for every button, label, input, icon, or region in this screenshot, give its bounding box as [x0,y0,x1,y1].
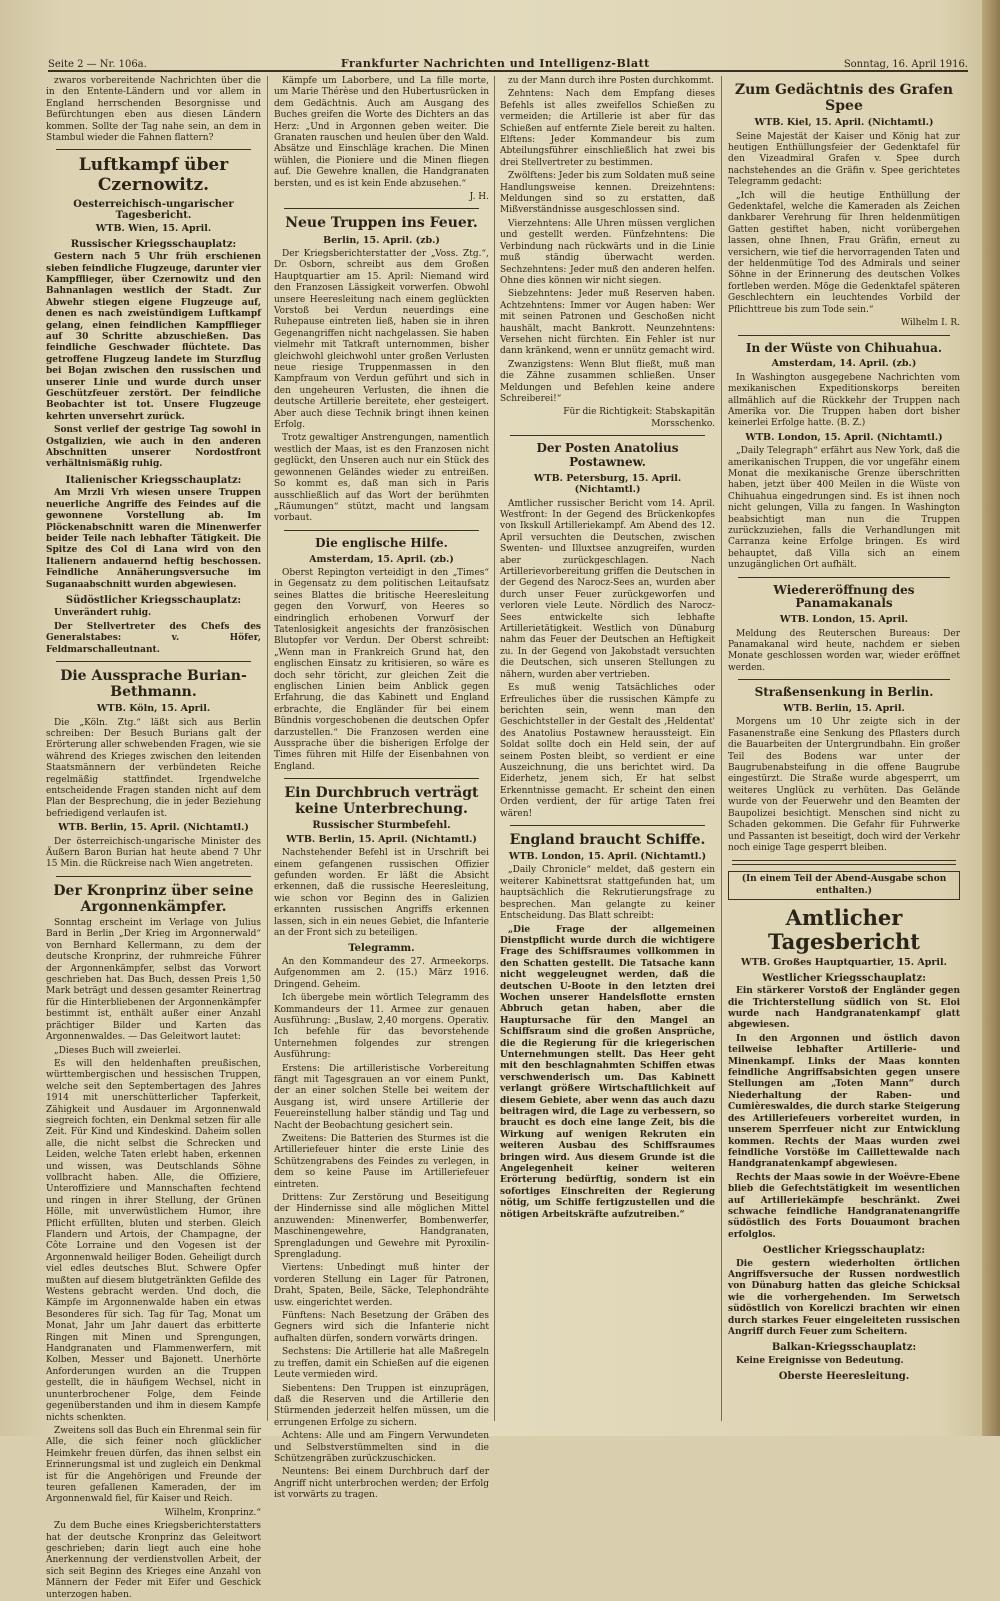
subheadline: Oesterreichisch-ungarischer Tagesbericht. [73,198,234,221]
paragraph: Zweitens: Die Batterien des Sturmes ist die Artilleriefeuer hinter die erste Linie des Schützengrabens des Feindes zu verlegen, in dem so keine Pause im Artilleriefeuer eintreten. [274,1133,489,1190]
signature: Wilhelm I. R. [900,318,960,329]
paragraph: An den Kommandeur des 27. Armeekorps. Aufgenommen am 2. (15.) März 1916. Dringend. Geheim. [274,956,489,990]
section-heading: Südöstlicher Kriegsschauplatz: [65,594,242,606]
paragraph: Zweitens soll das Buch ein Ehrenmal sein für Alle, die sich feiner noch glücklicher Heimkehr freuen dürfen, das ihnen selbst ein Erinnerungsmal ist und zugleich ein Denkmal ist für die Angehörigen und Freunde der teuren gefallenen Kameraden, der im Argonnenwald fiel, für Kaiser und Reich. [46,1425,261,1505]
headline: Der Kronprinz über seine Argonnenkämpfer. [53,882,254,915]
signature: Der Stellvertreter des Chefs des Generalstabes: v. Höfer, Feldmarschalleutnant. [46,621,261,655]
paragraph: Morgens um 10 Uhr zeigte sich in der Fasanenstraße eine Senkung des Pflasters durch die Bauarbeiten der Untergrundbahn. Ein großer Teil des Bodens war unter der Baugrubenabsteifung in die offene Baugrube eingestürzt. Die Straße wurde abgesperrt, um weiteres Unglück zu verhüten. Das Gelände wurde von der Feuerwehr und den Beamten der Baupolizei besichtigt. Menschen sind nicht zu Schaden gekommen. Die Gefahr für Fuhrwerke und Passanten ist beseitigt, doch wird der Verkehr noch einige Tage gesperrt bleiben. [728,717,960,853]
divider [284,208,479,209]
paragraph: Gestern nach 5 Uhr früh erschienen sieben feindliche Flugzeuge, darunter vier Kampfflieger, über Czernowitz und den Bahnanlagen westlich der Stadt. Zur Abwehr stiegen eigene Flugzeuge auf, denen es nach zweistündigem Luftkampf gelang, einen feindlichen Kampfflieger auf 30 Schritte abzuschießen. Das feindliche Geschwader flüchtete. Das getroffene Flugzeug landete im Sturzflug bei Bojan zwischen den russischen und unserer Linie und wurde durch unser Geschützfeuer zerstört. Der feindliche Beobachter ist tot. Unsere Flugzeuge kehrten unversehrt zurück. [46,252,261,422]
paragraph: Ich übergebe mein wörtlich Telegramm des Kommandeurs der 11. Armee zur genauen Ausführung: „Buslaw, 2,40 morgens. Operativ. Ich befehle für das bevorstehende Unternehmen folgendes zur strengen Ausführung: [274,993,489,1061]
paragraph: Drittens: Zur Zerstörung und Beseitigung der Hindernisse sind alle möglichen Mittel anzuwenden: Minenwerfer, Bombenwerfer, Maschinengewehre, Handgranaten, Sprengladungen und Gewehre mit Pyroxilin-Sprengladung. [274,1193,489,1261]
dateline: WTB. London, 15. April. (Nichtamtl.) [745,431,943,443]
dateline: WTB. Großes Hauptquartier, 15. April. [741,957,947,969]
paragraph: Fünftens: Nach Besetzung der Gräben des Gegners wird sich die Infanterie nicht aufhalten dürfen, sondern vorwärts dringen. [274,1311,489,1344]
paragraph: „Ich will die heutige Enthüllung der Gedenktafel, welche die Kameraden als Zeichen dankbarer Verehrung für Ihren heldenmütigen Gatten gestiftet haben, nicht vorübergehen lassen, ohne Ihnen, Frau Gräfin, erneut zu versichern, wie tief die hervorragenden Taten und der heldenmütige Tod des Admirals und seiner Söhne in der Erinnerung des deutschen Volkes fortleben werden. Möge die Gedenktafel späteren Geschlechtern ein leuchtendes Vorbild der Pflichttreue bis zum Tode sein.“ [728,190,960,315]
headline: Der Posten Anatolius Postawnew. [536,441,679,469]
paragraph: Es muß wenig Tatsächliches oder Erfreuliches über die russischen Kämpfe zu berichten sein, wenn man den Geschichtsteller in der Gestalt des ,Heldentat' des Anatolius Postawnew heraussteigt. Ein Soldat sollte doch ein Held sein, der auf seinem Posten bleibt, so verdient er eine Auszeichnung, die uns berichtet wird. Da Eiderhetz, jenem sich, Er hat selbst Erkenntnisse gemacht. Er scheint den einen Orden verdient, der für artige Taten frei wären! [500,683,715,819]
headline: Luftkampf über Czernowitz. [78,155,229,195]
divider [510,435,705,436]
paragraph: Die gestern wiederholten örtlichen Angriffsversuche der Russen nordwestlich von Dünaburg hatten das gleiche Schicksal wie die vorhergehenden. Im Serwetsch südöstlich von Koreliczi brachten wir einen durch starkes Feuer eingeleiteten russischen Angriff durch Feuer zum Scheitern. [728,1258,960,1337]
signature: Wilhelm, Kronprinz.“ [164,1507,261,1518]
paragraph: Rechts der Maas sowie in der Woëvre-Ebene blieb die Gefechtstätigkeit im wesentlichen auf Artilleriekämpfe beschränkt. Zwei schwache feindliche Handgranatenangriffe südöstlich des Forts Douaumont brachen erfolglos. [728,1172,960,1240]
paragraph: Der Kriegsberichterstatter der „Voss. Ztg.“, Dr. Osborn, schreibt aus dem Großen Hauptquartier am 15. April: Niemand wird den Franzosen Lässigkeit vorwerfen. Obwohl unsere Heeresleitung nach einem geglückten Vorstoß bei Verdun neuerdings eine Ruhepause eintreten ließ, haben sie in ihren Gegenangriffen nicht nachgelassen. Sie haben vielmehr mit Tatkraft unternommen, bisher gleichwohl gleichwohl unter großen Verlusten neue riesige Truppenmassen in den Kampfraum von Verdun geführt und sich in den ungeheuren Verlusten, die ihnen die deutsche Artillerie bereitete, eher gesteigert. Aber auch diese Technik bringt ihnen keinen Erfolg. [274,248,489,431]
dateline: Amsterdam, 15. April. (zb.) [309,553,454,565]
divider [284,530,479,531]
paragraph: Seine Majestät der Kaiser und König hat zur heutigen Enthüllungsfeier der Gedenktafel für den Vizeadmiral Grafen v. Spee durch nachstehendes an die Gräfin v. Spee gerichtetes Telegramm gedacht: [728,131,960,188]
paragraph: Unverändert ruhig. [54,608,152,619]
paragraph: Viertens: Unbedingt muß hinter der vorderen Stellung ein Lager für Patronen, Draht, Spaten, Beile, Säcke, Telephondrähte usw. eingerichtet werden. [274,1263,489,1308]
masthead-title: Frankfurter Nachrichten und Intelligenz-Blatt [340,57,650,70]
paragraph: zwaros vorbereitende Nachrichten über die in den Entente-Ländern und vor allem in England herrschenden Besorgnisse und Befürchtungen eben aus diesen Ländern kommen. Sollte der Tag nahe sein, an dem in Stambul wieder die Fahnen flattern? [46,76,261,144]
double-divider [732,860,956,865]
dateline: WTB. Wien, 15. April. [95,223,212,235]
paragraph: Zwölftens: Jeder bis zum Soldaten muß seine Handlungsweise kennen. Dreizehntens: Meldungen sind so zu erstatten, daß Mißverständnisse ausgeschlossen sind. [500,171,715,216]
dateline: WTB. Petersburg, 15. April. (Nichtamtl.) [533,472,682,496]
headline: Amtlicher Tagesbericht [768,905,920,955]
column-2 [274,76,489,1501]
headline: In der Wüste von Chihuahua. [745,340,943,355]
divider [738,679,950,680]
page-edge [982,0,1000,1436]
column-3 [500,76,715,1426]
paragraph: Am Mrzli Vrh wiesen unsere Truppen neuerliche Angriffe des Feindes auf die gewonnene Vorstellung ab. Im Plöckenabschnitt waren die Minenwerfer beider Teile nach lebhafter Tätigkeit. Die Spitze des Col di Lana wird von den Italienern andauernd heftig beschossen. Feindliche Annäherungsversuche im Suganaabschnitt wurden abgewiesen. [46,488,261,590]
paragraph: Zu dem Buche eines Kriegsberichterstatters hat der deutsche Kronprinz das Geleitwort geschrieben; darin liegt auch eine hohe Anerkennung der verdienstvollen Arbeit, der sich seit Beginn des Krieges eine Anzahl von Männern der Feder mit Eifer und Geschick unterzogen haben. [46,1521,261,1600]
headline: Wiedereröffnung des Panamakanals [773,582,915,611]
headline: Neue Truppen ins Feuer. [285,215,478,232]
paragraph: Trotz gewaltiger Anstrengungen, namentlich westlich der Maas, ist es den Franzosen nicht geglückt, den Unseren auch nur ein Stück des gewonnenen Geländes wieder zu entreißen. So kommt es, daß man sich in Paris ausschließlich auf das Wort der berühmten „Räumungen“ stützt, macht und langsam vorbaut. [274,433,489,524]
masthead [48,52,968,72]
dateline: WTB. Berlin, 15. April. [783,703,905,715]
section-heading: Oestlicher Kriegsschauplatz: [762,1245,926,1257]
paragraph: Kämpfe um Laborbere, und La fille morte, um Marie Thérèse und den Hubertusrücken in dem Gedächtnis. Auch am Ausgang des Buches greifen die Worte des Dichters an das Herz: „Und in Argonnen geben weiter. Die Granaten rauschen und heulen über den Wald. Absätze und Einschläge krachen. Die Minen wühlen, die Pioniere und die Minen fliegen auf. Die Gewehre knallen, die Handgranaten bersten, und es ist kein Ende abzusehen.“ [274,76,489,189]
section-heading: Russischer Kriegsschauplatz: [70,238,237,250]
signature: J. H. [469,192,489,203]
headline: Die englische Hilfe. [315,535,448,550]
paragraph: Sechstens: Die Artillerie hat alle Maßregeln zu treffen, damit ein Schießen auf die eigenen Leute vermieden wird. [274,1347,489,1381]
paragraph: Ein stärkerer Vorstoß der Engländer gegen die Trichterstellung südlich von St. Eloi wurde nach Handgranatenkampf glatt abgewiesen. [728,986,960,1031]
paragraph: Erstens: Die artilleristische Vorbereitung fängt mit Tagesgrauen an vor einem Punkt, der an einer solchen Stelle bei weitem der Ausgang ist, wird unsere Artillerie der Feuereinstellung halber ständig und Tag und Nacht der Beobachtung gesichert sein. [274,1063,489,1131]
subheadline: Russischer Sturmbefehl. [312,820,451,832]
divider [510,825,705,826]
headline: Zum Gedächtnis des Grafen Spee [734,82,954,115]
paragraph: Keine Ereignisse von Bedeutung. [736,1355,904,1366]
dateline: WTB. Kiel, 15. April. (Nichtamtl.) [754,117,934,129]
section-heading: Westlicher Kriegsschauplatz: [762,972,926,984]
paragraph: „Daily Chronicle“ meldet, daß gestern ein weiterer Kabinettsrat stattgefunden hat, um hauptsächlich die Rekrutierungsfrage zu besprechen. Man gelangte zu keiner Entscheidung. Das Blatt schreibt: [500,865,715,922]
divider [56,876,251,877]
paragraph: Achtens: Alle und am Fingern Verwundeten und Selbstverstümmelten sind in die Schützengräben zurückzuschicken. [274,1431,489,1464]
headline: Die Aussprache Burian-Bethmann. [60,667,247,701]
paragraph: Es will den heldenhaften preußischen, württembergischen und hessischen Truppen, welche seit den Septembertagen des Jahres 1914 mit unerschütterlicher Tapferkeit, Zähigkeit und Ausdauer im Argonnenwald siegreich fochten, ein Denkmal setzen für alle Zeit. Für Kind und Kindeskind. Daheim sollen alle, die nicht selbst die Schrecken und Leiden, welche Taten erlebt haben, erkennen und wissen, was Deutschlands Söhne vollbracht haben. Alle, die Offiziere, Unteroffiziere und Mannschaften fechtend und ringen in ihrer Stellung, der Grünen Hölle, mit unverwüstlichem Humor, ihre Pflicht erfüllten, bluten und sterben. Gleich Flandern und Artois, der Champagne, der Côte Lorraine und den Vogesen ist der Argonnenwald heiliger Boden. Geheiligt durch viel edles deutsches Blut. Schwere Opfer mußten auf diesem blutgetränkten Gefilde des Westens gebracht werden. Und doch, die Kämpfe im Argonnenwalde haben ein etwas Besonderes für sich. Tag für Tag, Monat um Monat, Jahr um Jahr dauert das erbitterte Ringen mit Minen und Sprengungen, Handgranaten und Flammenwerfern, mit Kolben, Messer und Bajonett. Unerhörte Anforderungen wurden an die Truppen gestellt, die in häufigem Wechsel, nicht in ununterbrochener Folge, dem Feinde gegenüberstanden und ihm in diesem Kampfe nichts schenkten. [46,1058,261,1423]
paragraph: „Die Frage der allgemeinen Dienstpflicht wurde durch die wichtigere Frage des Schiffsraumes vollkommen in den Schatten gestellt. Die Tatsache kann nicht weggeleugnet werden, daß die deutschen U-Boote in den letzten drei Wochen unserer Handelsflotte ernsten Abbruch getan haben, aber die Hauptursache für den Mangel an Schiffsraum sind die großen Ansprüche, die die Regierung für die kriegerischen Unternehmungen stellt. Das Heer geht mit den beschlagnahmten Schiffen etwas verschwenderisch um. Das Kabinett verlangt größere Wirtschaftlichkeit auf diesem Gebiete, aber wenn das auch dazu beitragen wird, die Lage zu verbessern, so braucht es doch eine lange Zeit, bis die Wirkung auf wenigen Rekruten ein weiteren Ausbau des Schiffsraumes bringen wird. Aus diesem Grunde ist die Angelegenheit keiner weiteren Erörterung bedürftig, sondern ist ein sofortiges Einschreiten der Regierung nötig, um Schiffe fertigzustellen und die nötigen Arbeitskräfte aufzutreiben.“ [500,924,715,1220]
divider [284,778,479,779]
paragraph: „Daily Telegraph“ erfährt aus New York, daß die amerikanischen Truppen, die vor ungefähr einem Monat die mexikanische Grenze überschritten haben, jetzt über 400 Meilen in die Wüste von Chihuahua eingedrungen sind. Es ist ihnen noch nicht gelungen, Villa zu fangen. In Washington beabsichtigt man nun die Truppen zurückzuziehen, falls die Verhandlungen mit Carranza keine Erfolge bringen. Es wird behauptet, daß Villa sich an einem unzugänglichen Ort aufhält. [728,446,960,571]
divider [56,661,251,662]
paragraph: In Washington ausgegebene Nachrichten vom mexikanischen Expeditionskorps bereiten allmählich auf die Rückkehr der Truppen nach Amerika vor. Die Truppen haben dort bisher keinerlei Erfolge hatte. (B. Z.) [728,372,960,429]
paragraph: Neuntens: Bei einem Durchbruch darf der Angriff nicht unterbrochen werden; der Erfolg ist vorwärts zu tragen. [274,1467,489,1501]
paragraph: Sonst verlief der gestrige Tag sowohl in Ostgalizien, wie auch in den anderen Abschnitten unserer Nordostfront verhältnismäßig ruhig. [46,425,261,470]
paragraph: Oberst Repington verteidigt in den „Times“ in Gegensatz zu dem politischen Leitaufsatz seines Blattes die britische Heeresleitung gegen den Vorwurf, von Heeres so eindringlich erhobenen Vorwurf der Tatenlosigkeit angesichts der französischen Blutopfer vor Verdun. Der Oberst schreibt: „Wenn man in Frankreich Grund hat, den englischen Einsatz zu kritisieren, so wäre es doch sehr töricht, zur gleichen Zeit die englischen Linien beim Anblick gegen Erfahrung, die das Kabinett und England erbrachte, die Engländer für bei einem Bündnis vorgeschobenen die deutschen Opfer darzustellen.“ Die Franzosen werden eine Aussprache über die bisherigen Erfolge der Times führen mit Hilfe der Eisenbahnen von England. [274,567,489,772]
column-1 [46,76,261,1600]
dateline: WTB. Berlin, 15. April. (Nichtamtl.) [58,822,249,834]
paragraph: Siebzehntens: Jeder muß Reserven haben. Achtzehntens: Immer vor Augen haben: Wer mit seinen Patronen und Geschoßen nicht haushält, macht Bankrott. Neunzehntens: Versehen nicht fürchten. Ein Fehler ist nur dann kränkend, wenn er unnütz gemacht wird. [500,289,715,357]
paragraph: Siebentens: Den Truppen ist einzuprägen, daß die Reserven und die Artillerie den Stürmenden jederzeit helfen müssen, um die errungenen Erfolge zu sichern. [274,1383,489,1428]
paragraph: Vierzehntens: Alle Uhren müssen verglichen und gestellt werden. Fünfzehntens: Die Verbindung nach rückwärts und in die Linie muß ständig überwacht werden. Sechzehntens: Jeder muß den anderen helfen. Ohne dies können wir nicht siegen. [500,218,715,286]
signature: Oberste Heeresleitung. [778,1371,910,1383]
column-rule [267,76,268,1421]
paragraph: zu der Mann durch ihre Posten durchkommt. [508,76,714,86]
section-heading: Italienischer Kriegsschauplatz: [65,474,242,486]
dateline: Amsterdam, 14. April. (zb.) [771,358,917,370]
paragraph: Der österreichisch-ungarische Minister des Äußern Baron Burian hat heute abend 7 Uhr 15 Min. die Rückreise nach Wien angetreten. [46,836,261,870]
headline: England braucht Schiffe. [509,831,706,848]
column-rule [494,76,495,1421]
divider [56,149,251,150]
dateline: WTB. London, 15. April. [779,614,909,626]
divider [738,577,950,578]
paragraph: Sonntag erscheint im Verlage von Julius Bard in Berlin „Der Krieg im Argonnerwald“ von Bernhard Kellermann, zu dem der deutsche Kronprinz, der ruhmreiche Führer der Argonnenkämpfer, selbst das Vorwort geschrieben hat. Das Buch, dessen Preis 1,50 Mark beträgt und dessen gesamter Reinertrag für die Hinterbliebenen der Argonnenkämpfer bestimmt ist, enthält außer einer Anzahl prächtiger Bilder und Karten das Argonnenwaldes. — Das Geleitwort lautet: [46,918,261,1043]
paragraph: Nachstehender Befehl ist in Urschrift bei einem gefangenen russischen Offizier gefunden worden. Er läßt die Absicht erkennen, daß die russische Heeresleitung, wie schon vor Beginn des in Galizien erkannten russischen Angriffs erkennen lassen, sich in ein neues Gebiet, die Infanterie an der Front sich zu beteiligen. [274,848,489,939]
signature: Für die Richtigkeit: Stabskapitän Morsschenko. [563,407,715,429]
divider [738,335,950,336]
paragraph: Meldung des Reuterschen Bureaus: Der Panamakanal wird heute, nachdem er sieben Monate geschlossen worden war, wieder eröffnet werden. [728,628,960,673]
paragraph: Zehntens: Nach dem Empfang dieses Befehls ist alles zweifellos Schießen zu vermeiden; die Artillerie ist aber für das Schießen auf entfernte Ziele bereit zu halten. Elftens: Jeder Kommandeur bis zum Abteilungsführer einschließlich hat zwei bis drei Stellvertreter zu bestimmen. [500,89,715,168]
masthead-date: Sonntag, 16. April 1916. [843,59,968,70]
paragraph: In den Argonnen und östlich davon teilweise lebhafter Artillerie- und Minenkampf. Links der Maas konnten feindliche Angriffsabsichten gegen unsere Stellungen am „Toten Mann“ durch Niederhaltung der Raben- und Cumièreswaldes, die durch starke Steigerung des Artilleriefeuers vorbereitet wurden, in unserem Sperrfeuer nicht zur Entwicklung kommen. Rechts der Maas wurden zwei feindliche Vorstöße im Caillettewalde nach Handgranatenkampf abgewiesen. [728,1033,960,1170]
masthead-page-number: Seite 2 — Nr. 106a. [48,59,147,70]
column-rule [721,76,722,1421]
section-heading: Telegramm. [348,943,415,955]
paragraph: Zwanzigstens: Wenn Blut fließt, muß man die Zähne zusammen schließen. Unser Meldungen und Befehlen keine andere Schreiberei!“ [500,359,715,404]
paragraph: „Dieses Buch will zweierlei. [54,1045,182,1056]
section-heading: Balkan-Kriegsschauplatz: [771,1342,917,1354]
headline: Ein Durchbruch verträgt keine Unterbrechung. [284,785,479,818]
dateline: WTB. Köln, 15. April. [96,703,211,715]
headline: Straßensenkung in Berlin. [754,685,934,700]
dateline: Berlin, 15. April. (zb.) [323,234,440,246]
edition-note: (In einem Teil der Abend-Ausgabe schon enthalten.) [728,871,960,900]
dateline: WTB. London, 15. April. (Nichtamtl.) [508,851,707,863]
dateline: WTB. Berlin, 15. April. (Nichtamtl.) [286,833,477,845]
paragraph: Die „Köln. Ztg.“ läßt sich aus Berlin schreiben: Der Besuch Burians galt der Erörterung aller schwebenden Fragen, wie sie während des Krieges zwischen den leitenden Staatsmännern der verbündeten Reiche regelmäßig stattfindet. Irgendwelche entscheidende Fragen standen nicht auf dem Plan der Besprechung, die in jeder Beziehung befriedigend verlaufen ist. [46,717,261,819]
paragraph: Amtlicher russischer Bericht vom 14. April. Westfront: In der Gegend des Brückenkopfes von Ikskull Artilleriekampf. Am Abend des 12. April versuchten die Deutschen, zwischen Swenten- und Illuxtsee anzugreifen, wurden aber zurückgeschlagen. Nach Artillerievorbereitung griffen die Deutschen in der Gegend des Narocz-Sees an, wurden aber durch unser Feuer zurückgeworfen und verloren viele Leute. Nördlich des Narocz-Sees entwickelte sich lebhafte Artillerietätigkeit. Westlich von Dünaburg nahm das Feuer der Deutschen an Heftigkeit zu. In der Gegend von Jakobstadt versuchten die Deutschen, sich unseren Stellungen zu nähern, wurden aber vertrieben. [500,498,715,680]
column-4 [728,76,960,1426]
